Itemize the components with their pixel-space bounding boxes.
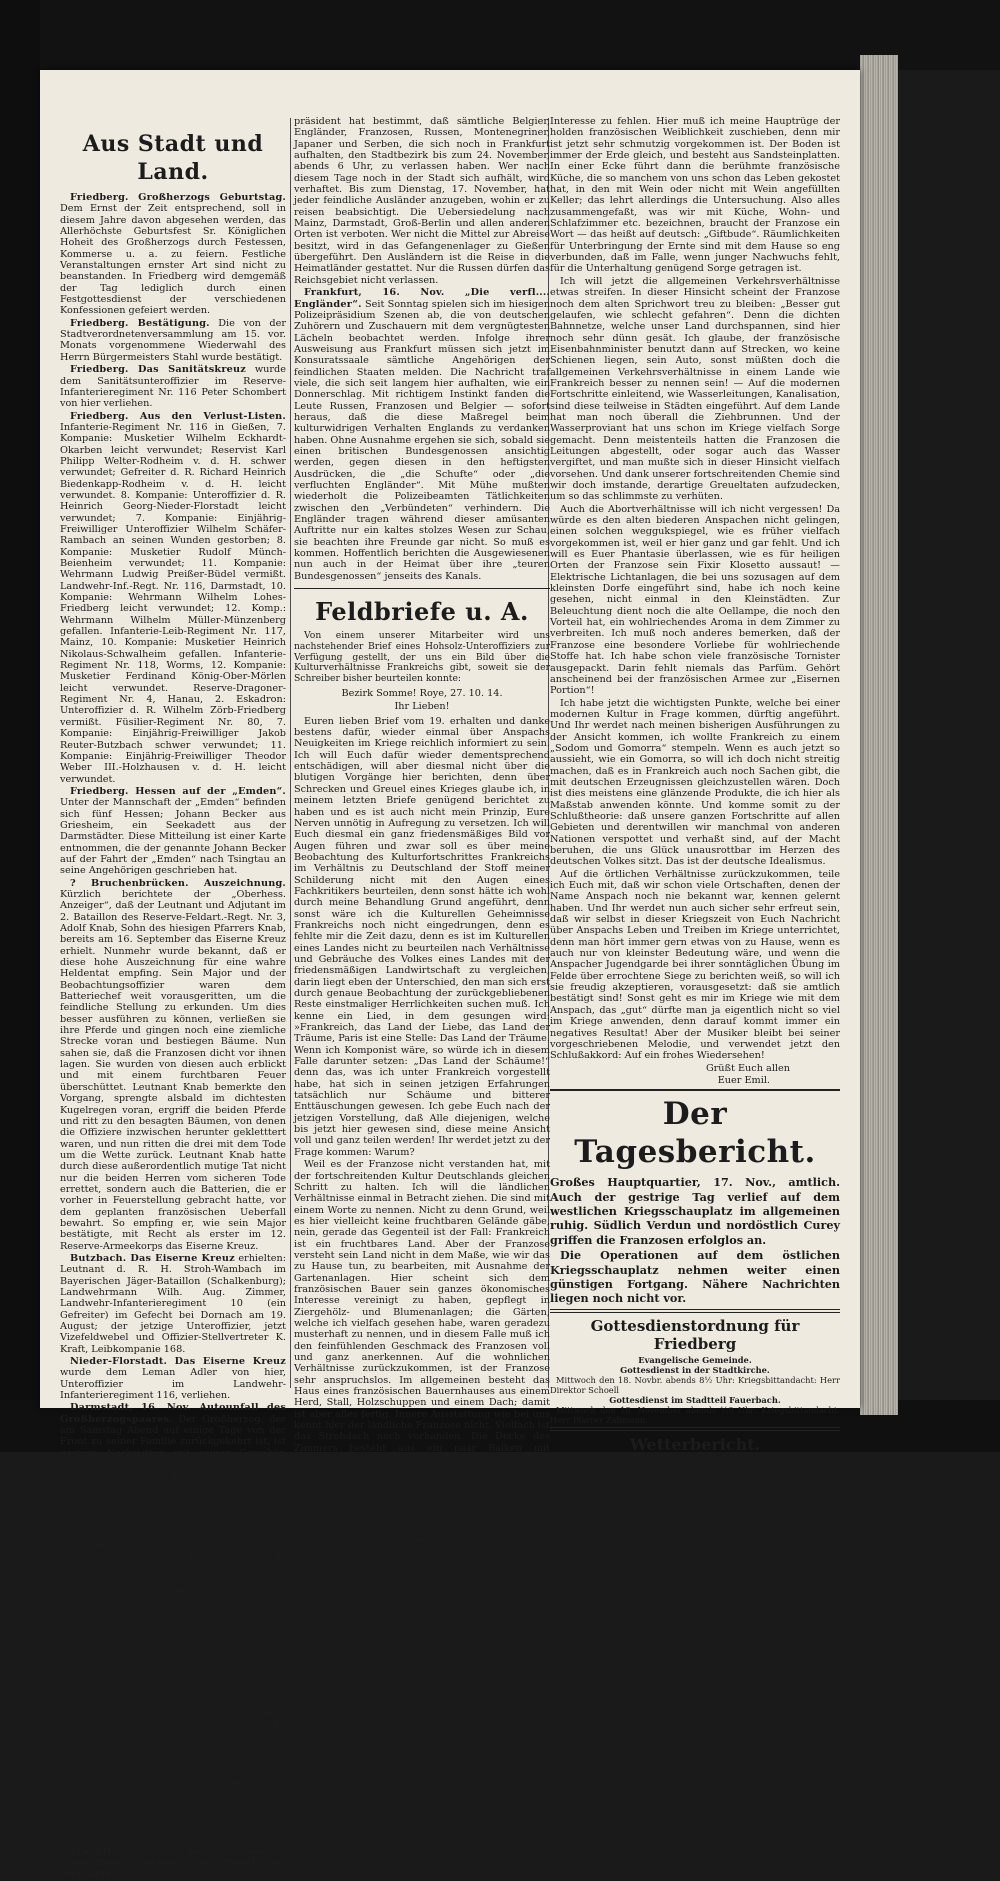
article-text: wurde dem Sanitätsunteroffizier im Reserve-Infanterieregiment Nr. 116 Peter Schombert von hier verliehen. (60, 364, 286, 410)
article-lead: Nieder-Florstadt. Das Eiserne Kreuz (70, 1356, 286, 1368)
column-rule-1 (290, 118, 291, 1388)
article-item (60, 1846, 286, 1880)
article-lead: Friedberg. Das Sanitätskreuz (70, 364, 246, 376)
letter-salutation: Ihr Lieben! (394, 701, 450, 713)
article-item (60, 1402, 286, 1844)
letter-paragraph: Auf die örtlichen Verhältnisse zurückzukommen, teile ich Euch mit, daß wir schon viele Ortschaften, denen der Name Anspach noch nie bekannt war, kennen gelernt haben. Und Ihr werdet nun auch sicher sehr erfreut sein, daß wir selbst in dieser Kriegszeit von Euch Nachricht über Anspachs Leben und Treiben im Kriege unterrichtet, denn man hört immer gern etwas von zu Hause, wenn es auch nur von kleinster Bedeutung wäre, und wenn die Anspacher Jugendgarde bei ihrer sonntäglichen Übung im Felde über errochtene Siege zu berichten weiß, so will ich sie freudig akzeptieren, vorausgesetzt: daß sie amtlich bestätigt sind! Sonst geht es mir im Kriege wie mit dem Anspach, das „gut“ dürfte man ja eigentlich nicht so viel im Kriege anwenden, denn darauf kommt immer ein negatives Resultat! Aber der Musiker bleibt bei seiner vorgeschriebenen Melodie, und verwendet jetzt den Schlußakkord: Auf ein frohes Wiedersehen! (550, 868, 840, 1062)
article-text: Die von der Stadtverordnetenversammlung am 15. vor. Monats vorgenommene Wiederwahl des Herrn Bürgermeisters Stahl wurde bestätigt. (60, 317, 286, 363)
section-heading-feldbriefe: Feldbriefe u. A. (315, 597, 529, 627)
article-text: wurde dem Leman Adler von hier, Unteroffizier im Landwehr-Infanterieregiment 116, verliehen. (60, 1367, 286, 1402)
letter-paragraph: Interesse zu fehlen. Hier muß ich meine Hauptrüge der holden französischen Weiblichkeit zuschieben, denn mir ist jetzt sehr schmutzig vorgekommen ist. Der Boden ist immer der Erde gleich, und besteht aus Sandsteinplatten. In einer Ecke führt dann die berühmte französische Küche, die so manchem von uns schon das Leben gekostet hat, in den mit Wein oder nicht mit Wein angefüllten Keller; das lehrt allerdings die Untersuchung. Also alles zusammengefaßt, was wir mit Küche, Wohn- und Schlafzimmer etc. bezeichnen, braucht der Franzose ein Wort — das heißt auf deutsch: „Giftbude“. Räumlichkeiten für Unterbringung der Ernte sind mit dem Hause so eng verbunden, daß im Falle, wenn junger Nachwuchs fehlt, für die Unterhaltung genügend Sorge getragen ist. (550, 116, 840, 275)
letter-location-date: Bezirk Somme! Roye, 27. 10. 14. (341, 688, 503, 700)
article-lead: Frankfurt, 15. Nov. Schärfere Maßnahmen gegen die feindlichen Ausländer. (60, 1845, 286, 1880)
feldbriefe-section (294, 588, 550, 1604)
article-item (60, 1253, 286, 1355)
gottesdienst-section (550, 1312, 840, 1428)
wetterbericht-text: Voraussichtliche Witterung für Mittwoch, 18. Novbr.: Wolkig, trocken, kalt, Nachtfrost, nördliche Winde. (550, 1456, 840, 1477)
article-lead: Frankfurt, 16. Nov. „Die verfl.... Engländer“. (294, 287, 550, 310)
gottesdienst-entry: Mittwoch den 18. Novbr. abends 8½ Uhr: Kriegsbittandacht: Herr Direktor Schoell (550, 1374, 840, 1395)
wetterbericht-section (550, 1430, 840, 1479)
letter-closing: Grüßt Euch allen (705, 1062, 790, 1074)
article-text: Seit Sonntag spielen sich im hiesigen Polizeipräsidium Szenen ab, die von deutschen Zuhörern und Zuschauern mit dem vergnügtesten Lächeln beobachtet werden. Infolge ihrer Ausweisung aus Frankfurt müssen sich jetzt im Konsuratssaale sämtliche Angehörigen der feindlichen Staaten melden. Die Nachricht traf viele, die sich seit langem hier aufhalten, wie ein Donnerschlag. Mit richtigem Instinkt fanden die Leute Russen, Franzosen und Belgier — sofort heraus, daß die diese Maßregel beim kulturwidrigen Verhalten Englands zu verdanken haben. Ohne Ausnahme ergehen sie sich, sobald sie einen britischen Bundesgenossen ansichtig werden, gegen diesen in den heftigsten Ausdrücken, die „die Schufte“ oder „die verfluchten Engländer“. Mit Mühe mußten wiederholt die Polizeibeamten Tätlichkeiten zwischen den „Verbündeten“ verhindern. Die Engländer tragen während dieser amüsanten Auftritte nur ein kaltes stolzes Wesen zur Schau, sie beachten ihre Freunde gar nicht. So muß es kommen. Hoffentlich berichten die Ausgewiesenen nun auch in der Heimat über ihre „teuren Bundesgenossen“ jenseits des Kanals. (294, 298, 550, 582)
article-text: Infanterie-Regiment Nr. 116 in Gießen, 7. Kompanie: Musketier Wilhelm Eckhardt-Okarben leicht verwundet; Reservist Karl Philipp Welter-Rodheim v. d. H. schwer verwundet; Gefreiter d. R. Richard Heinrich Biedenkapp-Rodheim v. d. H. leicht verwundet. 8. Kompanie: Unteroffizier d. R. Heinrich Georg-Nieder-Florstadt leicht verwundet; 7. Kompanie: Einjährig-Freiwilliger Unteroffizier Wilhelm Schäfer-Rambach an seinen Wunden gestorben; 8. Kompanie: Musketier Rudolf Münch-Beienheim verwundet; 11. Kompanie: Wehrmann Ludwig Preißer-Büdel vermißt. Landwehr-Inf.-Regt. Nr. 116, Darmstadt, 10. Kompanie: Wehrmann Wilhelm Lohes-Friedberg leicht verwundet; 12. Komp.: Wehrmann Wilhelm Müller-Münzenberg gefallen. Infanterie-Leib-Regiment Nr. 117, Mainz, 10. Kompanie: Musketier Heinrich Nikolaus-Schwalheim gefallen. Infanterie-Regiment Nr. 118, Worms, 12. Kompanie: Musketier Ferdinand König-Ober-Mörlen leicht verwundet. Reserve-Dragoner-Regiment Nr. 4, Hanau, 2. Eskadron: Unteroffizier d. R. Wilhelm Zörb-Friedberg vermißt. Füsilier-Regiment Nr. 80, 7. Kompanie: Einjährig-Freiwilliger Jakob Reuter-Butzbach schwer verwundet; 11. Kompanie: Einjährig-Freiwilliger Theodor Weber III.-Holzhausen v. d. H. leicht verwundet. (60, 421, 286, 785)
tagesbericht-text (550, 1175, 840, 1306)
article-list-left (60, 192, 286, 1880)
newspaper-page (40, 70, 860, 1880)
article-lead: Butzbach. Das Eiserne Kreuz (70, 1252, 235, 1264)
article-text: Kürzlich berichtete der „Oberhess. Anzeiger“, daß der Leutnant und Adjutant im 2. Bataillon des Reserve-Feldart.-Regt. Nr. 3, Adolf Knab, Sohn des hiesigen Pfarrers Knab, bereits am 16. September das Eiserne Kreuz erhielt. Nunmehr wurde bekannt, daß er diese hohe Auszeichnung für eine wahre Heldentat empfing. Sein Major und der Beobachtungsoffizier waren dem Batteriechef weit vorausgeritten, um die feindliche Stellung zu erkunden. Um dies besser ausführen zu können, verließen sie ihre Pferde und gingen noch eine ziemliche Strecke voran und bestiegen Bäume. Nun sahen sie, daß die Franzosen dicht vor ihnen lagen. Sie wurden von diesen auch erblickt und mit einem furchtbaren Feuer überschüttet. Leutnant Knab bemerkte den Vorgang, sprengte alsbald im dichtesten Kugelregen voran, ergriff die beiden Pferde und ritt zu den besagten Bäumen, von denen die Offiziere inzwischen herunter gekletttert waren, und nun ritten die drei mit dem Tode um die Wette zurück. Leutnant Knab hatte durch diese außerordentlich mutige Tat nicht nur die beiden Herren vom sicheren Tode errettet, sondern auch die Batterien, die er vorher in Feuerstellung gebracht hatte, vor dem geplanten französischen Ueberfall bewahrt. So empfing er, wie sein Major bestätigte, mit Recht als erster im 12. Reserve-Armeekorps das Eiserne Kreuz. (60, 888, 286, 1252)
article-text: erhielten: Leutnant d. R. H. Stroh-Wambach im Bayerischen Jäger-Bataillon (Schalkenburg); Landwehrmann Wilh. Aug. Zimmer, Landwehr-Infanterieregiment 10 (ein Gefreiter) im Gefecht bei Dornach am 19. August; der jetzige Unteroffizier, jetzt Vizefeldwebel und Offizier-Stellvertreter K. Kraft, Leibkompanie 168. (60, 1252, 286, 1355)
feldbriefe-intro: Von einem unserer Mitarbeiter wird uns nachstehender Brief eines Hohsolz-Unteroffiziers zur Verfügung gestellt, der uns ein Bild über die Kulturverhältnisse Frankreichs gibt, soweit sie der Schreiber bisher beurteilen konnte: (294, 630, 550, 685)
article-item (60, 192, 286, 317)
letter-paragraph: Euren lieben Brief vom 19. erhalten und danke bestens dafür, wieder einmal über Anspachs Neuigkeiten im Kriege reichlich informiert zu sein. Ich will Euch dafür wieder dementsprechend entschädigen, will aber diesmal nicht über die blutigen Vorgänge hier berichten, denn über Schrecken und Greuel eines Krieges glaube ich, in meinem letzten Briefe genügend berichtet zu haben und es ist auch nicht mein Prinzip, Eure Nerven unnötig in Aufregung zu versetzen. Ich will Euch diesmal ein ganz friedensmäßiges Bild vor Augen führen und zwar soll es über meine Beobachtung des Kulturfortschrittes Frankreichs im Verhältnis zu Deutschland der Stoff meiner Schilderung nicht mit den Augen eines Fachkritikers beurteilen, denn sonst hätte ich wohl durch meine Behandlung Grund angeführt, denn sonst wäre ich die Kulturellen Geheimnisse Frankreichs noch nicht eingedrungen, denn es fehlte mir die Zeit dazu, denn es ist im Kulturellen eines Landes nicht zu beurteilen nach Verhältnisse und Gebräuche des Volkes eines Landes mit der friedensmäßigen Landwirtschaft zu vergleichen, darin liegt eben der Unterschied, den man sich erst durch genaue Beobachtung der zurückgebliebenen Reste einstmaliger Herrlichkeiten suchen muß. Ich kenne ein Lied, in dem gesungen wird: »Frankreich, das Land der Liebe, das Land der Träume, Paris ist eine Stelle: Das Land der Träume. Wenn ich Komponist wäre, so würde ich in diesem Falle darunter setzen: „Das Land der Schäume!“ denn das, was ich unter Frankreich vorgestellt habe, hat sich in seinen jetzigen Erfahrungen tatsächlich nur Schäume und bitterer Enttäuschungen gewesen. Ich gebe Euch nach der jetzigen Vorstellung, daß Alle diejenigen, welche bis jetzt hier gewesen sind, diese meine Ansicht voll und ganz teilen werden! Ihr werdet jetzt zu der Frage kommen: Warum? (294, 715, 550, 1158)
article-continuation: präsident hat bestimmt, daß sämtliche Belgier, Engländer, Franzosen, Russen, Montenegriner, Japaner und Serben, die sich noch in Frankfurt aufhalten, den Stadtbezirk bis zum 24. November, abends 6 Uhr, zu verlassen haben. Wer nach diesem Tage noch in der Stadt sich aufhält, wird verhaftet. Bis zum Dienstag, 17. November, hat jeder feindliche Ausländer anzugeben, wohin er zu reisen beabsichtigt. Die Uebersiedelung nach Mainz, Darmstadt, Groß-Berlin und allen anderen Orten ist verboten. Wer nicht die Mittel zur Abreise besitzt, wird in das Gefangenenlager zu Gießen übergeführt. Den Ausländern ist die Reise in die Heimatländer gestattet. Nur die Russen dürfen das Reichsgebiet nicht verlassen. (294, 116, 550, 286)
letter-paragraph: Ich will jetzt die allgemeinen Verkehrsverhältnisse etwas streifen. In dieser Hinsicht scheint der Franzose noch dem alten Sprichwort treu zu bleiben: „Besser gut gelaufen, wie schlecht gefahren“. Denn die dichten Bahnnetze, welche unser Land durchspannen, sind hier noch sehr dünn gesät. Ich glaube, der französische Eisenbahnminister benutzt dann auf Strecken, wo keine Schienen liegen, sein Auto, sonst müßten doch die allgemeinen Verkehrsverhältnisse in einem Lande wie Frankreich besser zu nennen sein! — Auf die modernen Fortschritte einleitend, wie Wasserleitungen, Kanalisation, sind diese teilweise in Städten eingeführt. Auf dem Lande hat man noch überall die Ziehbrunnen. Und der Wasserproviant hat uns schon im Kriege vielfach Sorge gemacht. Denn meistenteils hatten die Franzosen die Leitungen abgestellt, oder sogar auch das Wasser vergiftet, und man mußte sich in dieser Hinsicht vielfach vorsehen. Und dank unserer fortschreitenden Chemie sind wir doch imstande, derartige Greueltaten aufzudecken, um so das schlimmste zu verhüten. (550, 275, 840, 503)
article-lead: Friedberg. Hessen auf der „Emden“. (70, 785, 286, 797)
article-lead: Darmstadt, 16. Nov. Autounfall des Großherzogspaares. (60, 1402, 286, 1425)
article-item (60, 411, 286, 785)
article-lead: Friedberg. Großherzogs Geburtstag. (70, 192, 286, 203)
article-item (60, 878, 286, 1252)
section-heading-tagesbericht: Der Tagesbericht. (574, 1096, 816, 1171)
article-item (60, 364, 286, 409)
page-edge-stack (860, 55, 898, 1415)
gottesdienst-subheading: Gottesdienst im Stadtteil Fauerbach. (609, 1394, 781, 1405)
article-text: Der Polizei- (122, 1868, 180, 1880)
article-lead: Friedberg. Aus den Verlust-Listen. (70, 410, 286, 422)
scan-background-top (0, 0, 1000, 70)
article-lead: Friedberg. Bestätigung. (70, 317, 210, 329)
article-text: Dem Ernst der Zeit entsprechend, soll in diesem Jahre davon abgesehen werden, das Allerhöchste Geburtsfest Sr. Königlichen Hoheit des Großherzogs durch Festessen, Kommerse u. a. zu feiern. Festliche Veranstaltungen ernster Art sind nicht zu beanstanden. In Friedberg wird demgemäß der Tag lediglich durch einen Festgottesdienst der verschiedenen Konfessionen gefeiert werden. (60, 203, 286, 317)
article-text: Unter der Mannschaft der „Emden“ befinden sich fünf Hessen; Johann Becker aus Griesheim, ein Seekadett aus der Darmstädter. Diese Mitteilung ist einer Karte entnommen, die der genannte Johann Becker auf der Fahrt der „Emden“ nach Tsingtau an seine Angehörigen geschrieben hat. (60, 797, 286, 877)
article-item (60, 318, 286, 363)
letter-paragraph: Ich habe jetzt die wichtigsten Punkte, welche bei einer modernen Kultur in Frage kommen, dürftig angeführt. Und Ihr werdet nach meinen bisherigen Ausführungen zu der Ansicht kommen, ich wollte Frankreich zu einem „Sodom und Gomorra“ stempeln. Wenn es auch jetzt so aussieht, wie ein Gomorra, so will ich doch nicht streitig machen, daß es in Frankreich auch noch Sachen gibt, die mit deutschen Erzeugnissen gleichzustellen wären. Doch ist dies meistens eine glänzende Produkte, die ich hier als Maßstab anwenden könnte. Und komme somit zu der Schlußtheorie: daß unsere ganzen Fortschritte auf allen Gebieten und derentwillen wir manchmal von anderen Nationen verspottet und verhaßt sind, auf der Macht beruhen, die uns Glück unausrottbar im Herzen des deutschen Volkes sitzt. Das ist der deutsche Idealismus. (550, 697, 840, 868)
column-middle (294, 116, 550, 1607)
article-frankfurt (294, 287, 550, 582)
gottesdienst-entry: Mittwoch den 18. November abends ½9 Uhr: Kriegsbittandacht: Herr Pfarrer Zahmann. (550, 1404, 840, 1425)
section-heading-wetterbericht: Wetterbericht. (629, 1434, 761, 1454)
tagesbericht-paragraph: Großes Hauptquartier, 17. Nov., amtlich. Auch der gestrige Tag verlief auf dem westlichen Kriegsschauplatz im allgemeinen ruhig. Südlich Verdun und nordöstlich Curey griffen die Franzosen erfolglos an. (550, 1175, 840, 1247)
column-left (60, 116, 286, 1881)
section-heading-gottesdienst: Gottesdienstordnung für Friedberg (590, 1316, 800, 1353)
gottesdienst-subheading: Evangelische Gemeinde. (638, 1354, 752, 1365)
column-right (550, 116, 840, 1481)
tagesbericht-paragraph: Die Operationen auf dem östlichen Kriegsschauplatz nehmen weiter einen günstigen Fortgang. Nähere Nachrichten liegen noch nicht vor. (550, 1248, 840, 1306)
article-item (60, 1356, 286, 1401)
letter-paragraph: Weil es der Franzose nicht verstanden hat, mit der fortschreitenden Kultur Deutschlands gleichen Schritt zu halten. Ich will die ländlichen Verhältnisse einmal in Betracht ziehen. Die sind mit einem Worte zu nennen. Nicht zu denn Grund, weil es hier vielleicht keine fruchtbaren Gelände gäbe, nein, gerade das Gegenteil ist der Fall: Frankreich ist ein fruchtbares Land. Aber der Franzose versteht sein Land nicht in dem Maße, wie wir das zu Hause tun, zu bearbeiten, mit Ausnahme der Gartenanlagen. Hier scheint sich dem französischen Bauer sein ganzes ökonomisches Interesse vereinigt zu haben, gepflegt in Ziergehölz- und Blumenanlagen; die Gärten, welche ich vielfach gesehen habe, waren geradezu musterhaft zu nennen, und in diesem Falle muß ich den feinfühlenden Geschmack des Franzosen voll und ganz anerkennen. Auf die wohnlichen Verhältnisse zurückzukommen, ist der Franzose sehr anspruchslos. Im allgemeinen besteht das Haus eines französischen Bauernhauses aus einem Herd, Stall, Holzschuppen und einem Dach; damit ist aber alles fertig. Innere Ausstattung wie bei uns kennt hier der ländliche Franzose nicht. Vielfach ist das Strohdach noch vorhanden. Die Decke des Zimmers besteht aus ein paar Balken mit Bretterverschalung, Wände, dünnes Fachwerk mit Ziegelsteinausmauerung. Die Hauptzierde der Innenausrichtung ist der Kamin, der in keinem Hause fehlt. Auf der Kaminplatte, welche bei ärmeren Leuten aus Sandstein, bei reicheren aus Marmor besteht, sind in einer Reihe Ahnen- und Reliquen kunstgerecht aufgebaut. Bei Benutzung derartiger Kamine verwandelt sich die Stube in ein Rauchsalon, denn mit Vorliebe scheint der Franzose die rustikale Mehrheit seines Zimmers schwarz zu halten. Weiße Wände und Decken kennt er anscheinend nicht. Für Reinlichkeiten und Ordnung scheint auch das richtige (294, 1159, 550, 1602)
scan-background-left (0, 0, 40, 1452)
letter-paragraph: Auch die Abortverhältnisse will ich nicht vergessen! Da würde es den alten biederen Anspachen nicht gelingen, einen solchen weggukspiegel, wie es früher vielfach vorgekommen ist, weil er hier ganz und gar fehlt. Und ich will es Euer Phantasie überlassen, wie es für heiligen Orten der Franzose sein Fixir Klosetto aussaut! — Elektrische Lichtanlagen, die bei uns sozusagen auf dem kleinsten Dorfe eingeführt sind, habe ich noch keine gesehen, nicht einmal in den Kleinstädten. Zur Beleuchtung dient noch die alte Oellampe, die noch den Vorteil hat, ein wohlriechendes Aroma in dem Zimmer zu verbreiten. Ich muß noch anderes bemerken, daß der Franzose eine besondere Vorliebe für wohlriechende Stoffe hat. Ich habe schon viele französische Tornister ausgepackt. Darin fehlt niemals das Parfüm. Gehört anscheinend bei der französischen Armee zur „Eisernen Portion“! (550, 503, 840, 697)
section-heading-stadt-und-land: Aus Stadt und Land. (82, 131, 264, 185)
article-item (60, 786, 286, 877)
gottesdienst-subheading: Gottesdienst in der Stadtkirche. (620, 1364, 770, 1375)
article-lead: ? Bruchenbrücken. Auszeichnung. (70, 877, 286, 889)
letter-signature: Euer Emil. (717, 1074, 770, 1086)
tagesbericht-section (550, 1089, 840, 1310)
article-text: Der Großherzog, der am Samstag Abend auf einige Tage von der Front zu seiner Familie zurückgekehrt ist, ist gestern Nachmittag mit seiner Gemahlin einer großen Gefahr entgangen. Nachdem das Großherzogliche Paar am Morgen den Gottesdienst in der Hofkirche besucht hatte, wollte man am Nachmittag im Auto einen Besuch des Prinzenpaares Friedrich Karl in Frankfurt unternehmen. Das Auto, das nicht von dem gewohnten Chauffeur, sondern von einer jüngeren Kraft gesteuert wurde, fuhr in raschem Tempo über die Feldbergstraße, als an der Kreuzung des Dornheimerweges ein Wagen der Elektrischen Straßenbahn vom Bahnhof her heranfam. Beide Gefährte bemerkten sich aber zu spät. Der Chauffeur versuchte sofort zu bremsen, doch konnte der Zusammenstoß nicht mehr vermieden werden. Das Auto des Großherzoglichen Paares wurde von dem Wagen der Straßenbahn erfaßt und einige Meter zur Seite an den Bordstein der Straße geschleudert. Der Chauffeur stürzte aus dem Wagen, während das Großherzogspaar trotz des Ernstes des Vorfalles mit dem bloßen Schrecken davonkam. Auch der Chauffeur wurde nicht verletzt. Es wurde festgestellt, daß der Straßenbahnwagen, der richtiges Signal gegeben zu haben, noch schnell ein, als ob der Chauffeur nicht die richtige Fahrbahn eingehalten hat. Die polizeilichen Erhebungen sind im Gange. Das Auto wurde an den Hofwagen heran von Hofangestellten abgeholt. Der Großherzog wohnte abends im Hoftheater der Vorstellung von Tristan und Isolde unter Felix Weingartner bei. (Alsf. Ztg.) (60, 1413, 286, 1845)
